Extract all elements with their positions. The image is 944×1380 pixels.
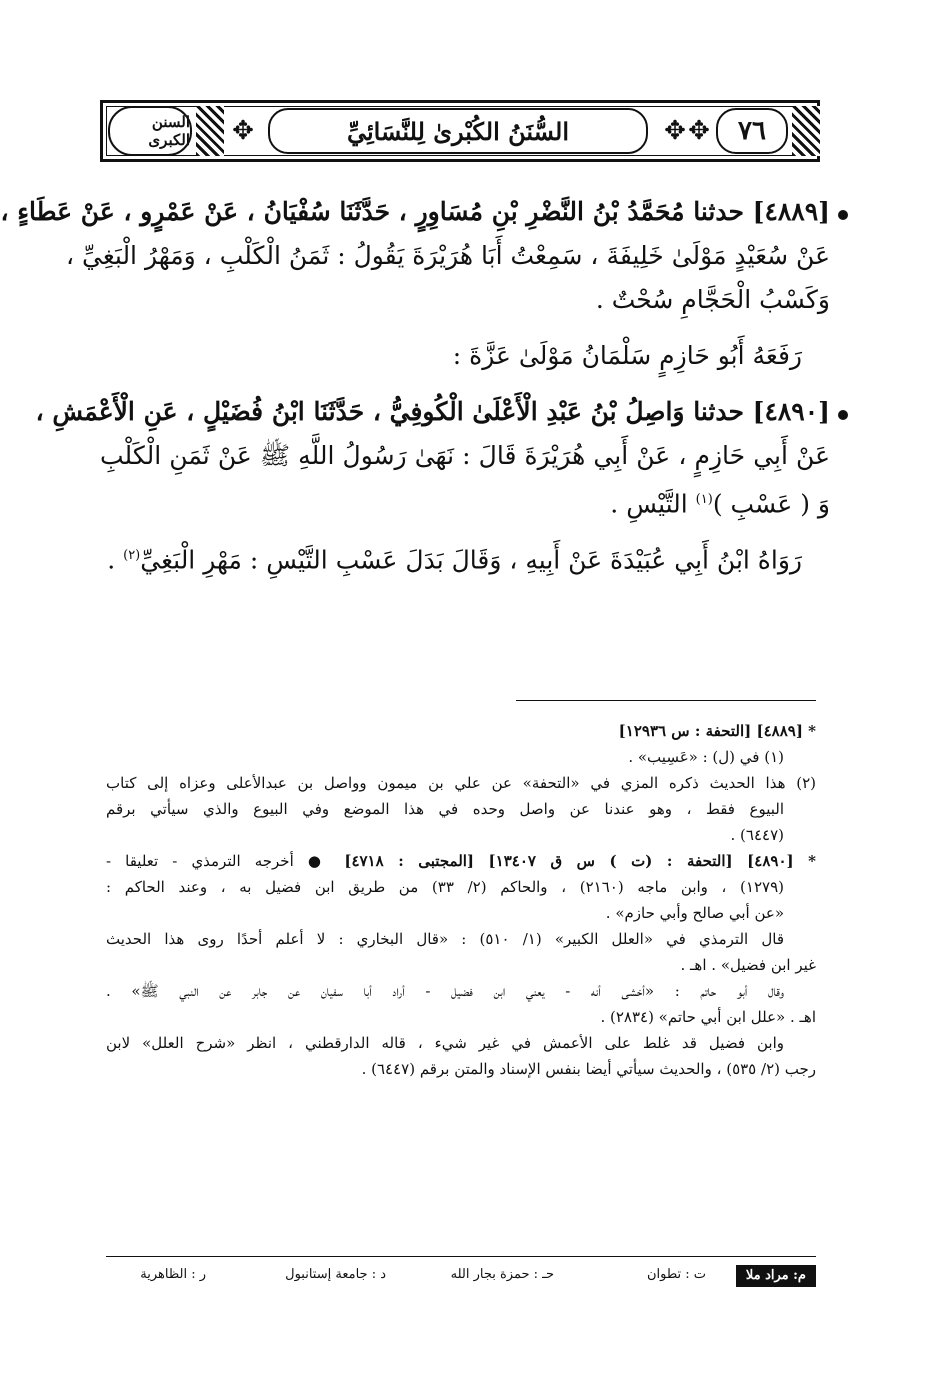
- book-logo: السنن الكبرى: [108, 106, 192, 156]
- footnote-ref: (٢): [123, 548, 141, 563]
- note-text: ● أخرجه الترمذي - تعليقا -: [106, 852, 331, 870]
- note-4889-3: البيوع فقط ، وهو عندنا عن واصل وحده في هذا الموضع وفي البيوع والذي سيأتي برقم: [106, 800, 784, 818]
- note-4890-7: وابن فضيل قد غلط على الأعمش في غير شيء ، قاله الدارقطني ، انظر «شرح العلل» لابن: [106, 1034, 784, 1052]
- manuscript-r: ر : الظاهرية: [140, 1267, 206, 1282]
- hadith-4889-line-3: وَكَسْبُ الْحَجَّامِ سُحْتٌ .: [595, 285, 830, 314]
- note-4890-8: رجب (٢/ ٥٣٥) ، والحديث سيأتي أيضا بنفس الإسناد والمتن برقم (٦٤٤٧) .: [361, 1060, 816, 1078]
- hadith-text: وَ ( عَسْبِ ): [712, 489, 830, 519]
- note-4889-2: (٢) هذا الحديث ذكره المزي في «التحفة» عن علي بن ميمون وواصل بن عبدالأعلى وعزاه إلى كتاب: [106, 774, 816, 792]
- footnote-divider: [516, 700, 816, 701]
- ornament-right: [792, 106, 820, 156]
- hadith-4889-line-4: رَفَعَهُ أَبُو حَازِمٍ سَلْمَانُ مَوْلَىٰ عَزَّةَ :: [452, 341, 802, 370]
- hadith-text: [٤٨٩٠] حدثنا وَاصِلُ بْنُ عَبْدِ الْأَعْلَىٰ الْكُوفِيُّ ، حَدَّثَنَا ابْنُ فُضَيْلٍ ، عَنِ الْأَعْمَشِ ،: [35, 397, 830, 426]
- hadith-4889-line-1: [0, 196, 830, 240]
- note-4890-6: اهـ . «علل ابن أبي حاتم» (٢٨٣٤) .: [600, 1008, 816, 1026]
- note-4890-1: (١٢٧٩) ، وابن ماجه (٢١٦٠) ، والحاكم (٢/ ٣٣) من طريق ابن فضيل به ، وعند الحاكم :: [106, 878, 785, 896]
- running-title: السُّنَنُ الكُبْرىٰ لِلنَّسَائِيِّ: [268, 108, 648, 154]
- manuscript-t: ت : تطوان: [646, 1267, 706, 1282]
- footnote-ref: (١): [695, 492, 713, 507]
- manuscript-h: حـ : حمزة بجار الله: [450, 1267, 554, 1282]
- bullet-icon: [838, 410, 848, 420]
- knot-ornament-icon: ✥: [664, 116, 686, 146]
- hadith-text: التَّيْسِ .: [610, 489, 688, 519]
- note-4889-head: * [٤٨٨٩] [التحفة : س ١٢٩٣٦]: [618, 722, 816, 740]
- manuscript-m: م: مراد ملا: [736, 1265, 816, 1287]
- hadith-4890-line-2: عَنْ أَبِي حَازِمٍ ، عَنْ أَبِي هُرَيْرَةَ قَالَ : نَهَىٰ رَسُولُ اللَّهِ ﷺ عَنْ ثَمَنِ الْكَلْبِ: [100, 441, 830, 470]
- note-4889-1: (١) في (ل) : «عَسِيب» .: [628, 748, 784, 766]
- note-head: * [٤٨٩٠] [التحفة : (ت ) س ق ١٣٤٠٧] [المجتبى : ٤٧١٨]: [344, 852, 816, 870]
- hadith-text: رَوَاهُ ابْنُ أَبِي عُبَيْدَةَ عَنْ أَبِيهِ ، وَقَالَ بَدَلَ عَسْبِ التَّيْسِ : مَهْرِ الْبَغِيِّ: [140, 545, 802, 575]
- page-header: [100, 100, 820, 162]
- knot-ornament-icon: ✥: [688, 116, 710, 146]
- hadith-text: [٤٨٨٩] حدثنا مُحَمَّدُ بْنُ النَّضْرِ بْنِ مُسَاوِرٍ ، حَدَّثَنَا سُفْيَانُ ، عَنْ عَمْرٍو ، عَنْ عَطَاءٍ ،: [0, 197, 830, 226]
- bullet-icon: [838, 210, 848, 220]
- hadith-4890-line-1: [35, 396, 830, 440]
- page-number: ٧٦: [716, 108, 788, 154]
- note-4890-3: قال الترمذي في «العلل الكبير» (١/ ٥١٠) : «قال البخاري : لا أعلم أحدًا روى هذا الحديث: [106, 930, 784, 948]
- manuscript-key: [106, 1264, 816, 1290]
- note-4890-head: [106, 848, 816, 874]
- note-4889-4: (٦٤٤٧) .: [730, 826, 784, 844]
- main-text: [0, 196, 830, 584]
- hadith-4890-line-3: [100, 484, 830, 528]
- note-4890-4: غير ابن فضيل» . اهـ .: [680, 956, 816, 974]
- note-4890-5: وقال أبو حاتم : «أخشى أنه - يعني ابن فضيل - أراد أبا سفيان عن جابر عن النبي ﷺ» .: [106, 982, 784, 1000]
- hadith-4890-line-4: [100, 540, 830, 584]
- bottom-divider: [106, 1256, 816, 1257]
- note-4890-2: «عن أبي صالح وأبي حازم» .: [605, 904, 784, 922]
- hadith-4889-line-2: عَنْ سُعَيْدٍ مَوْلَىٰ خَلِيفَةَ ، سَمِعْتُ أَبَا هُرَيْرَةَ يَقُولُ : ثَمَنُ الْكَلْبِ ، وَمَهْرُ الْبَغِيِّ ،: [65, 241, 830, 270]
- manuscript-d: د : جامعة إستانبول: [285, 1267, 386, 1282]
- knot-ornament-icon: ✥: [232, 116, 254, 146]
- hadith-text: .: [107, 545, 116, 575]
- footnotes: [106, 718, 816, 1082]
- ornament-left: [196, 106, 224, 156]
